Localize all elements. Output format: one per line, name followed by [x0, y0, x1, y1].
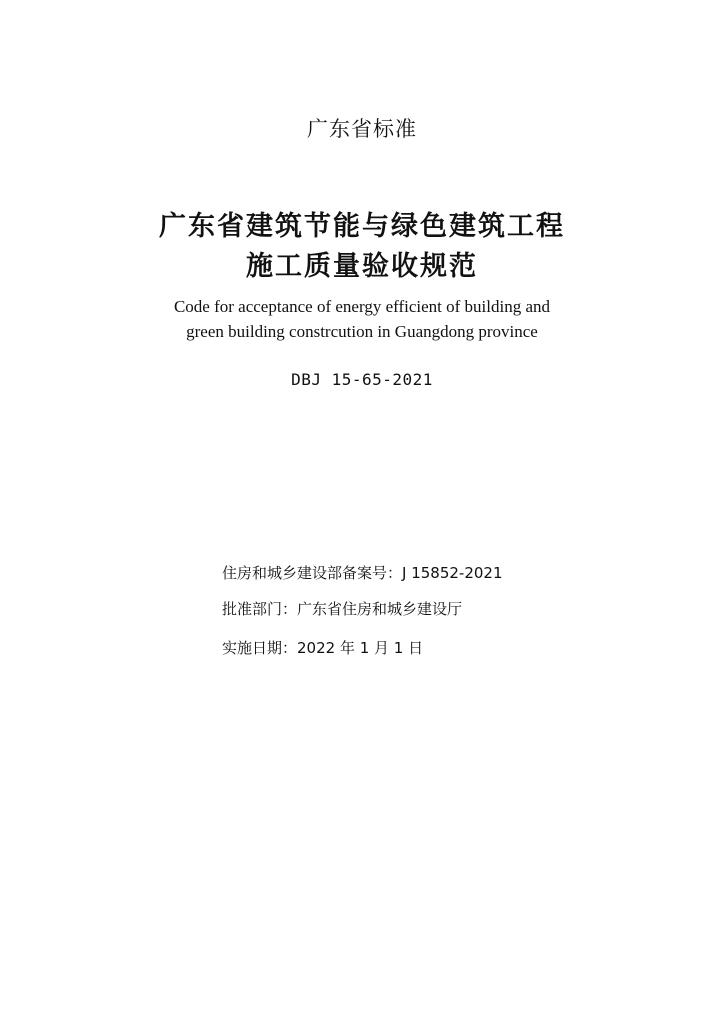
page-title-line-2: 施工质量验收规范	[246, 251, 478, 282]
effective-date: 实施日期：2022 年 1 月 1 日	[222, 639, 424, 657]
standard-code: DBJ 15-65-2021	[291, 370, 433, 389]
standard-type-label: 广东省标准	[307, 117, 417, 141]
record-number: 住房和城乡建设部备案号：J 15852-2021	[222, 564, 503, 582]
english-title-line-2: green building constrcution in Guangdong province	[186, 322, 538, 341]
page-title-line-1: 广东省建筑节能与绿色建筑工程	[159, 211, 565, 242]
approving-department: 批准部门：广东省住房和城乡建设厅	[222, 600, 463, 618]
english-title-line-1: Code for acceptance of energy efficient of building and	[173, 297, 551, 316]
